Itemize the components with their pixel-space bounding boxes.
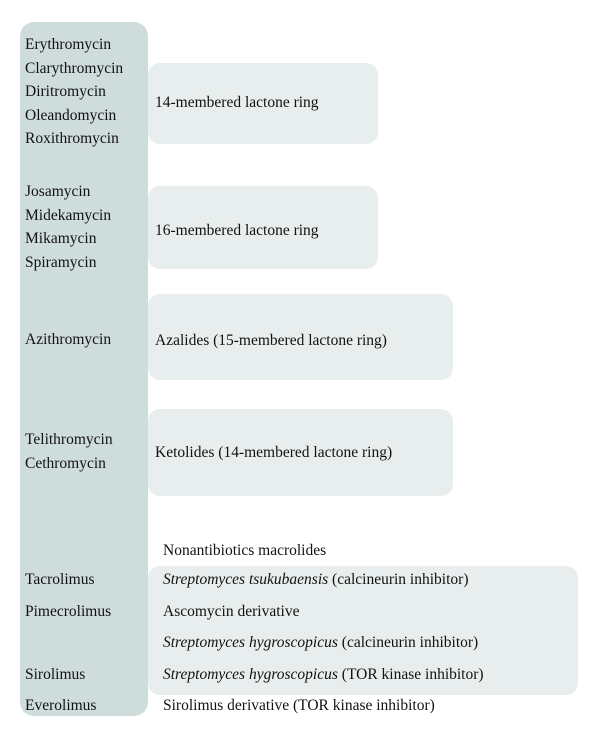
drug-name-spacer: [25, 627, 149, 659]
description-rest: (calcineurin inhibitor): [337, 634, 479, 651]
group-description-16-membered: 16-membered lactone ring: [155, 222, 319, 239]
description-rest: (calcineurin inhibitor): [328, 571, 469, 588]
drug-list-ketolides: [25, 428, 149, 475]
drug-name: Telithromycin: [25, 431, 113, 448]
description-rest: Ascomycin derivative: [163, 602, 300, 620]
group-description-azalides: Azalides (15-membered lactone ring): [155, 332, 387, 349]
drug-name: Clarythromycin: [25, 59, 124, 77]
nonantibiotic-description: [163, 659, 484, 691]
drug-name: Azithromycin: [25, 331, 112, 348]
drug-list-nonantibiotics: [25, 564, 149, 722]
drug-name: Mikamycin: [25, 230, 97, 247]
description-list-nonantibiotics: [163, 564, 484, 722]
nonantibiotic-description: [163, 627, 484, 659]
nonantibiotic-description: [163, 564, 484, 596]
nonantibiotics-title: Nonantibiotics macrolides: [163, 542, 327, 559]
drug-list-azalides: [25, 328, 149, 352]
description-rest: Sirolimus derivative (TOR kinase inhibitor): [163, 697, 435, 714]
species-name: Streptomyces hygroscopicus: [163, 665, 338, 683]
nonantibiotic-description: [163, 690, 484, 722]
group-description-ketolides: Ketolides (14-membered lactone ring): [155, 444, 393, 461]
drug-name: Diritromycin: [25, 83, 106, 100]
drug-name: Cethromycin: [25, 454, 106, 472]
species-name: Streptomyces tsukubaensis: [163, 571, 329, 588]
drug-name: Oleandomycin: [25, 106, 117, 124]
drug-name: Roxithromycin: [25, 130, 119, 147]
species-name: Streptomyces hygroscopicus: [163, 634, 338, 651]
drug-name: Josamycin: [25, 183, 91, 200]
drug-name: Erythromycin: [25, 36, 112, 53]
drug-name: Everolimus: [25, 697, 97, 714]
drug-list-14-membered: [25, 33, 149, 151]
drug-list-16-membered: [25, 180, 149, 274]
drug-name: Midekamycin: [25, 206, 112, 224]
drug-name: Tacrolimus: [25, 571, 95, 588]
nonantibiotic-description: [163, 596, 484, 628]
description-rest: (TOR kinase inhibitor): [337, 665, 484, 683]
drug-name: Pimecrolimus: [25, 602, 112, 620]
group-description-14-membered: 14-membered lactone ring: [155, 94, 319, 111]
drug-name: Sirolimus: [25, 665, 86, 683]
drug-name: Spiramycin: [25, 253, 97, 271]
